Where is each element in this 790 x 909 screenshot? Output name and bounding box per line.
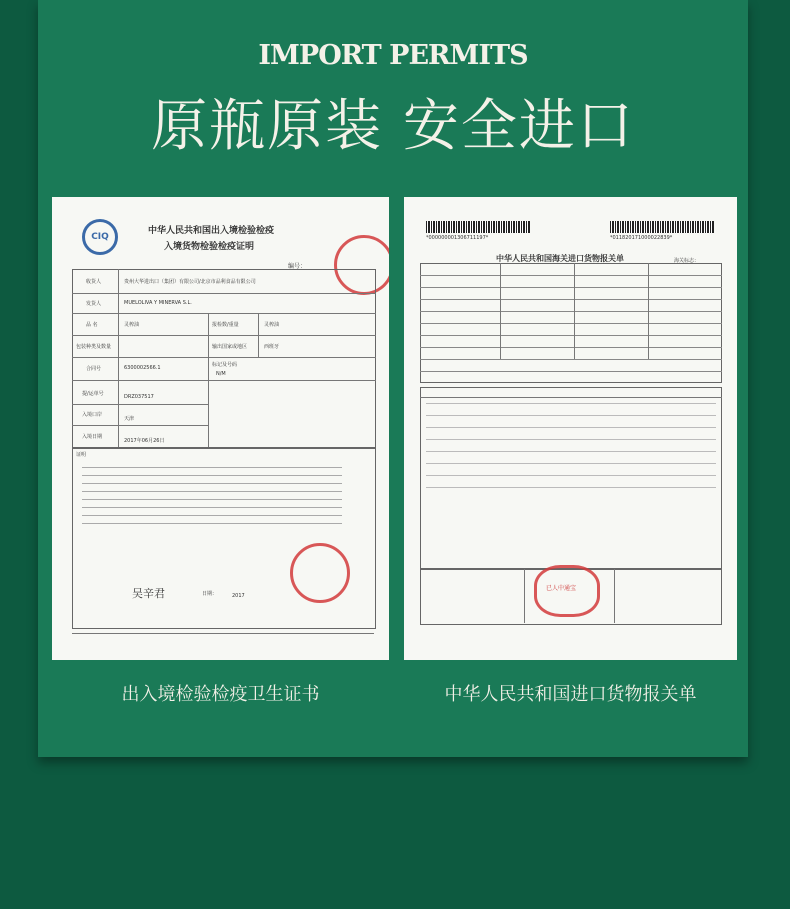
barcode-right (610, 221, 714, 233)
consignor-label: 发货人 (86, 301, 102, 307)
contract-value: 6300002566.1 (124, 365, 161, 371)
invoice-label: 提/运单号 (82, 391, 104, 397)
invoice-value: DRZ037517 (124, 394, 154, 400)
entry-port-value: 天津 (124, 416, 135, 422)
entry-port-label: 入境口岸 (82, 412, 103, 418)
quantity-label: 报检数/重量 (212, 322, 239, 328)
barcode-right-text: *011820171000022839* (610, 235, 673, 241)
package-label: 包装种类及数量 (76, 344, 112, 350)
chinese-title: 原瓶原装 安全进口 (151, 94, 635, 159)
barcode-left-text: *000000001306711197* (426, 235, 489, 241)
caption-inspection-certificate: 出入境检验检疫卫生证书 (121, 684, 320, 705)
entry-date-value: 2017年06月26日 (124, 438, 165, 444)
import-permits-card (38, 0, 748, 757)
date-label: 日期： (202, 591, 218, 597)
barcode-left (426, 221, 530, 233)
red-seal-bottom (290, 543, 350, 603)
contract-label: 合同号 (86, 366, 102, 372)
customs-stamp-text: 已人中通宝 (546, 585, 577, 592)
inspection-certificate-image (52, 197, 389, 660)
mark-value: N/M (216, 371, 226, 377)
origin-label: 输出国家或地区 (212, 344, 248, 350)
signature-year: 2017 (232, 593, 245, 599)
quantity-value: 灵榨油 (264, 322, 280, 328)
declaration-goods-rows (426, 403, 716, 493)
declaration-top-rows (420, 263, 722, 381)
product-label: 品 名 (86, 322, 98, 328)
customs-declaration-image (404, 197, 737, 660)
product-value: 灵榨油 (124, 322, 140, 328)
certificate-title-line2: 入境货物检验检疫证明 (164, 242, 255, 252)
mark-label: 标记及号码 (212, 362, 238, 368)
certificate-label: 证明 (76, 452, 87, 458)
consignee-value: 贵州大华进出口（集团）有限公司/北京市品利食品有限公司 (124, 279, 256, 285)
declaration-title: 中华人民共和国海关进口货物报关单 (496, 254, 624, 263)
ciq-logo: CIQ (82, 219, 118, 255)
certificate-body-lines (82, 467, 342, 527)
number-label: 编号： (288, 263, 307, 270)
footer-separator (72, 633, 374, 634)
caption-customs-declaration: 中华人民共和国进口货物报关单 (444, 684, 697, 705)
english-title: IMPORT PERMITS (258, 40, 528, 71)
entry-date-label: 入境日期 (82, 434, 103, 440)
origin-value: 西班牙 (264, 344, 280, 350)
consignor-value: MUELOLIVA Y MINERVA S.L. (124, 300, 192, 306)
certificate-title-line1: 中华人民共和国出入境检验检疫 (148, 226, 275, 236)
consignee-label: 收货人 (86, 279, 102, 285)
signature: 吴辛君 (132, 587, 165, 600)
page-label: 海关标志： (674, 258, 700, 264)
